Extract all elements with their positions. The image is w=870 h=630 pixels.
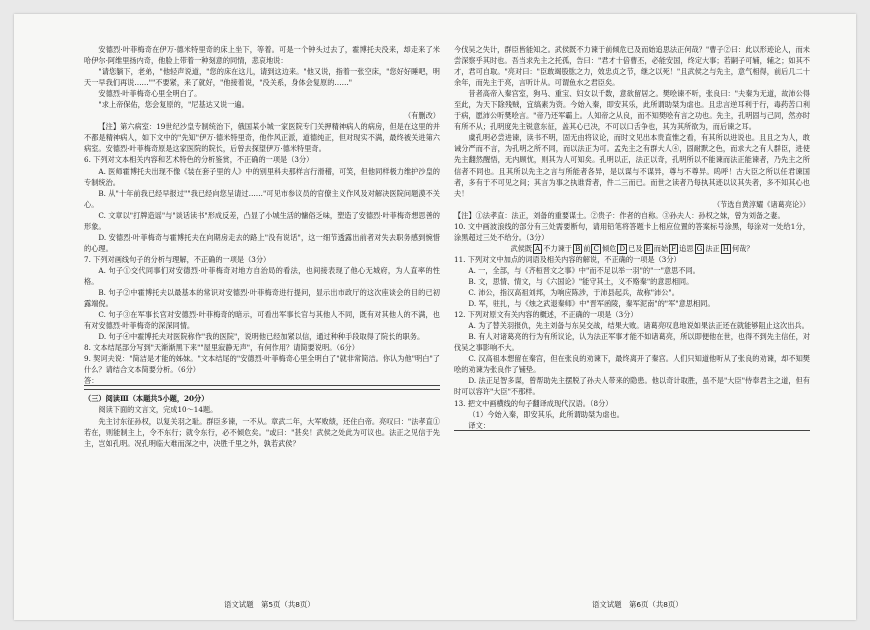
page-footer-right: 语文试题 第6页（共8页） [592,600,683,609]
option-c: C. 汉高祖本想留在秦宫，但在张良的劝谏下，最终离开了秦宫。人们只知道他听从了张良的劝谏，却不知樊哙的劝谏为张良作了铺垫。 [454,354,810,375]
source-note: （节选自黄淳耀《诸葛亮论》） [712,199,810,209]
exam-sheet [14,14,856,620]
option-c: C. 句子③在军事长官对安德烈·叶菲梅奇的暗示，可看出军事长官与其他人不同，既有对其他人的不满，也有对安德烈·叶菲梅奇的深深同情。 [84,310,440,331]
option-a: A. 一，全部，与《齐桓晋文之事》中"而不足以举一羽"的"一"意思不同。 [468,265,700,275]
translation-line[interactable]: 译文： [454,420,810,431]
footnote: 【注】①法孝直：法正，刘备的重要谋士。②贵子：作者的自称。③孙夫人：孙权之妹，曾为刘备之妻。 [454,210,785,220]
punctuation-line: 武侯既 A 不力谏于 B 前 C 倾危 D 已及 E 而始 F 追思 G 法正 H 何哉？ [510,243,754,253]
classical-text: 虞孔明必尝进谏，读书不明，固无由将议论，而时文见出本贵直惟之看，有其所以进说也。且且之为人，敢诫分严而不言，为孔明之所不同，而以法正为可。孟先主之有群大人④，固耐默之色，而求大之有人群臣，进使先主翻然醒悟，无内顾忧，则其为人可知矣。孔明以正，法正以奇，孔明所以不能谏而法正能谏者，乃先主之所信者不同也。且其所以先主之言与所能者各异，是以谋与不谋异，尊与不尊异。呜呼！古大臣之所以任君谏国者，多有于不可见之间；其言为事之执谁背者，件二三而已。而世之读者乃每执其迹以议其失者，多不知其心也夫！ [454,133,810,198]
slot-c[interactable]: C [593,243,599,253]
question-13: 13. 把文中画横线的句子翻译成现代汉语。（8分） [454,398,613,408]
question-10: 10. 文中画波浪线的部分有三处需要断句，请用铅笔将答题卡上相应位置的答案标号涂黑，每涂对一处给1分，涂黑超过三处不给分。（3分） [454,221,810,242]
question-9: 9. 契诃夫说："简洁是才能的姊妹。"文本结尾的"安德烈·叶菲梅奇心里全明白了"就非常简洁。你认为他"明白"了什么？请结合文本简要分析。（6分） [84,354,440,375]
slot-f[interactable]: F [671,243,677,253]
story-paragraph: 安德烈·叶菲梅奇心里全明白了。 [98,89,202,99]
question-11: 11. 下列对文中加点的词语及相关内容的解说，不正确的一项是（3分） [454,254,681,264]
question-12: 12. 下列对原文有关内容的概述，不正确的一项是（3分） [454,310,638,320]
answer-line[interactable]: 答： [84,375,440,386]
section-title: （三）阅读Ⅲ（本题共5小题，20分） [84,394,209,404]
footnote: 【注】第六病室：19世纪沙皇专制统治下，俄国某小城一家医院专门关押精神病人的病房，但是在这里的并不都是精神病人，如下文中的"先知"伊万·德米特里奇，他作风正派，道德纯正，但对现实不满，最终被关进第六病室。安德烈·叶菲梅奇原是这家医院的院长，后曾去探望伊万·德米特里奇。 [84,122,440,154]
question-7: 7. 下列对画线句子的分析与理解，不正确的一项是（3分） [84,254,271,264]
classical-text: 昔者高帝入秦宫室，狗马、重宝、妇女以千数，意欲留居之。樊哙谏不听，张良曰："夫秦为无道，故沛公得至此，为天下除残贼，宜缟素为资。今始入秦，即安其乐，此所谓助桀为虐也。且忠言逆耳利于行，毒药苦口利于病，愿沛公听樊哙言。"帝乃还军霸上。人知帝之从良，而不知樊哙有言之功也。先主，孔明固与己同，然亦时有所不从；孔明度先主锐意东征，盖其心已决，不可以口舌争也，其为其所欲为，而后谏之耳。 [454,89,810,132]
slot-a[interactable]: A [535,243,541,253]
option-d: D. 句子④中霍博托夫对医院称作"我的医院"，说明他已经加紧以信，通过种种手段取得了院长的职务。 [98,332,425,342]
option-c: C. 文章以"打牌造谣"与"谈话读书"形成反差，凸显了小城生活的慵俗乏味，塑造了安德烈·叶菲梅奇想思善的形象。 [84,210,440,231]
slot-d[interactable]: D [619,243,626,253]
section-instruction: 阅读下面的文言文，完成10～14题。 [98,405,218,415]
option-d: D. 法正足智多谋，曾帮助先主摆脱了孙夫人带来的隐患。他以奇计取胜，虽不是"大臣"侍奉君主之道，但有时可以容许"大臣"不那样。 [454,376,810,397]
classical-text: 先主讨东征孙权，以复关羽之耻。群臣多谏，一不从。章武二年，大军败绩，还住白帝。亮叹曰："法孝直①若在，则能制主上，令不东行；就令东行，必不倾危矣。"或曰："甚矣！武侯之处此为可议也。法正之见信于先主，岂如孔明。况孔明临大难而深之中，决胜千里之外，孰若武侯？ [84,416,440,448]
classical-text: 今伐吴之失计，群臣皆能知之。武侯既不力谏于前倾危已及而始追思法正何哉？"曹子②曰：此以形迹论人，而未尝深察乎其时也。吾当求先主之托孤，告曰："君才十倍曹丕，必能安国，终定大事；若嗣子可辅，辅之；如其不才，君可自取。"亮对曰："臣敢竭股肱之力，效忠贞之节，继之以死！"且武侯之与先主，意气相得，前后几二十余年，而先主于亮，言听计从。可谓鱼水之君臣矣。 [454,45,810,88]
story-paragraph: "请您躺下，老弟，"他轻声说道，"您的床在这儿，请到这边来。"他又说，指着一张空床，"您好好睡吧，明天一早我们再说……""不要紧，来了就好，"他接着说，"没关系，身体会复原的……" [84,67,440,88]
slot-b[interactable]: B [574,243,581,253]
divider [84,389,440,390]
option-b: B. 句子②中霍博托夫以最基本的常识对安德烈·叶菲梅奇进行提问，显示出市政厅的这次座谈会的目的已初露端倪。 [84,288,440,309]
option-d: D. 军，驻扎，与《烛之武退秦师》中"晋军函陵，秦军泥南"的"军"意思相同。 [468,299,715,309]
option-b: B. 有人对诸葛亮的行为有所议论，认为法正军事才能不如诸葛亮，所以即便他在世，也得不到先主信任，对伐吴之事影响不大。 [454,332,810,353]
story-paragraph: 安德烈·叶菲梅奇在伊万·德米特里奇的床上坐下，等着。可是一个钟头过去了，霍博托夫没来，却走来了米哈伊尔·阿维里扬内奇，他脸上带着一种刻意的同情，悲哀地说： [84,45,440,66]
page-5-column [84,44,440,449]
option-d: D. 安德烈·叶菲梅奇与霍博托夫在向期房走去的路上"没有说话"，这一细节透露出前者对失去职务感到惋惜的心理。 [84,232,440,253]
question-6: 6. 下列对文本相关内容和艺术特色的分析鉴赏，不正确的一项是（3分） [84,155,314,165]
source-note: （有删改） [404,111,440,121]
slot-g[interactable]: G [696,243,703,253]
page-6-column [454,44,810,431]
translation-item: （1）今始入秦，即安其乐，此所谓助桀为虐也。 [468,409,624,419]
option-a: A. 为了替关羽报仇，先主刘备与东吴交战，结果大败。诸葛亮叹息地说如果法正还在就能够阻止这次出兵。 [468,321,809,331]
option-a: A. 医师霍博托夫出现不像《装在套子里的人》中的别里科夫那样言行滑稽，可笑，但他同样极力维护沙皇的专制统治。 [84,166,440,187]
question-8: 8. 文本结尾部分写到"天渐渐黑下来""屋里寂静无声"，有何作用？请简要说明。（6分） [84,343,359,353]
slot-e[interactable]: E [645,243,651,253]
story-paragraph: "求上帝保佑，您会复原的，"尼基达又说一遍。 [98,100,249,110]
option-a: A. 句子①交代同事们对安德烈·叶菲梅奇对地方自治局的看法，也间接表现了他心无城府，为人直率的性格。 [84,265,440,286]
option-b: B. 文，思情、情文，与《六国论》"能守其土，义不赂秦"的意思相同。 [468,276,694,286]
option-c: C. 沛公，指汉高祖刘邦，为响应陈涉，于沛县起兵，故称"沛公"。 [468,288,679,298]
option-b: B. 从"十年前我已经早报过""我已经向您呈请过……"可见市参议员的官僚主义作风及对解决医院问题漠不关心。 [84,188,440,209]
page-footer-left: 语文试题 第5页（共8页） [224,600,315,609]
slot-h[interactable]: H [722,243,729,253]
